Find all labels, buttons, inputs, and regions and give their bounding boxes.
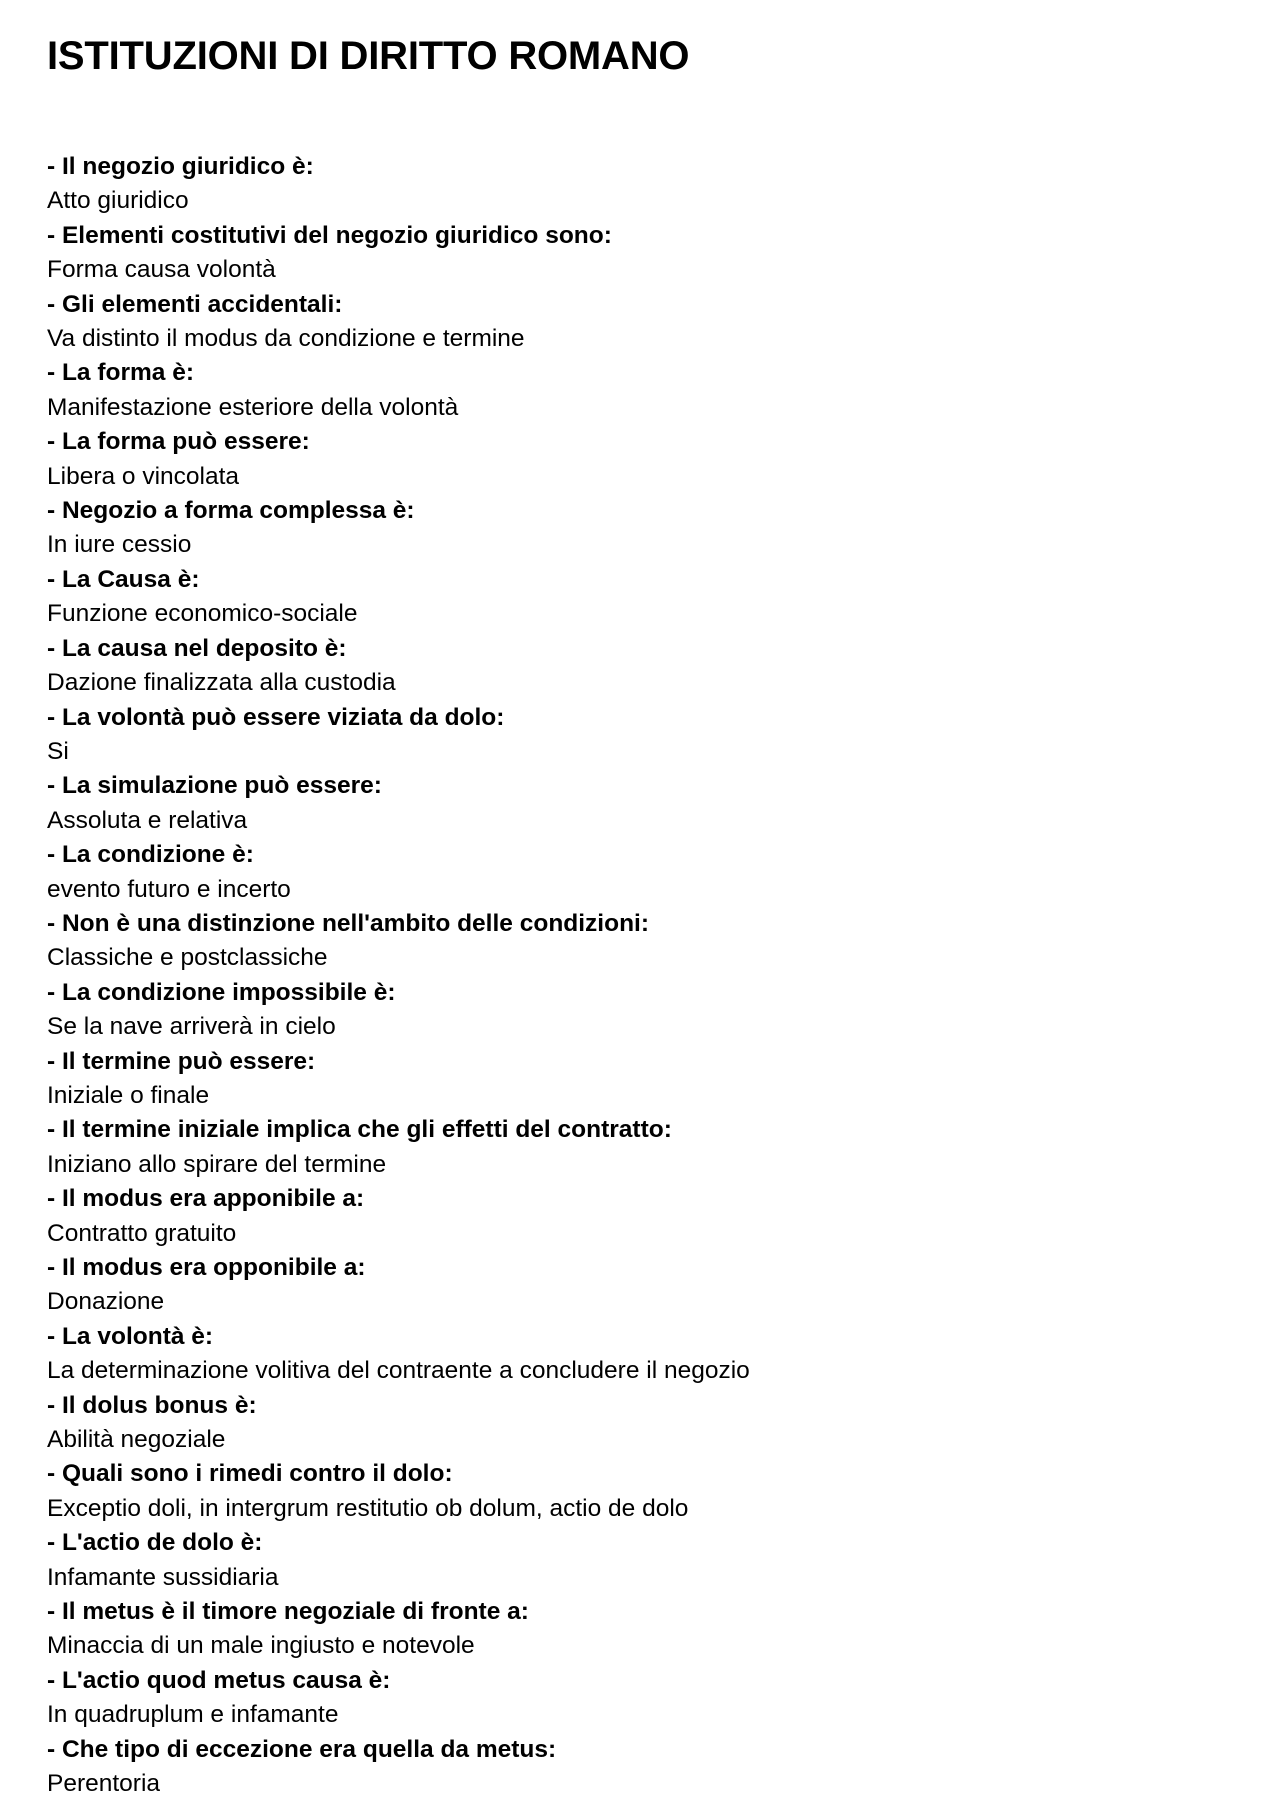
answer-19: Abilità negoziale [47, 1426, 226, 1454]
qa-list [47, 150, 1247, 1802]
answer-2: Forma causa volontà [47, 256, 276, 284]
answer-22: Minaccia di un male ingiusto e notevole [47, 1632, 475, 1660]
answer-1: Atto giuridico [47, 187, 189, 215]
question-2: - Elementi costitutivi del negozio giuridico sono: [47, 221, 612, 249]
answer-24: Perentoria [47, 1770, 161, 1798]
question-1: - Il negozio giuridico è: [47, 153, 314, 180]
question-3: - Gli elementi accidentali: [47, 290, 343, 318]
answer-13: Se la nave arriverà in cielo [47, 1013, 336, 1041]
question-8: - La causa nel deposito è: [47, 634, 347, 662]
question-18: - La volontà è: [47, 1322, 214, 1350]
answer-6: In iure cessio [47, 531, 192, 559]
answer-11: evento futuro e incerto [47, 875, 291, 903]
answer-16: Contratto gratuito [47, 1219, 237, 1247]
document-title: ISTITUZIONI DI DIRITTO ROMANO [47, 34, 690, 78]
question-24: - Che tipo di eccezione era quella da metus: [47, 1735, 557, 1763]
question-23: - L'actio quod metus causa è: [47, 1666, 391, 1694]
answer-14: Iniziale o finale [47, 1081, 210, 1109]
question-20: - Quali sono i rimedi contro il dolo: [47, 1460, 453, 1488]
question-5: - La forma può essere: [47, 428, 310, 456]
answer-7: Funzione economico-sociale [47, 600, 358, 628]
question-16: - Il modus era apponibile a: [47, 1185, 365, 1213]
answer-8: Dazione finalizzata alla custodia [47, 669, 396, 697]
question-19: - Il dolus bonus è: [47, 1391, 257, 1419]
answer-18: La determinazione volitiva del contraente a concludere il negozio [47, 1357, 750, 1385]
question-21: - L'actio de dolo è: [47, 1529, 263, 1557]
question-14: - Il termine può essere: [47, 1047, 316, 1075]
question-4: - La forma è: [47, 359, 195, 387]
answer-15: Iniziano allo spirare del termine [47, 1150, 387, 1178]
question-15: - Il termine iniziale implica che gli effetti del contratto: [47, 1116, 672, 1144]
answer-9: Si [47, 737, 69, 765]
answer-21: Infamante sussidiaria [47, 1563, 279, 1591]
question-13: - La condizione impossibile è: [47, 978, 396, 1006]
answer-10: Assoluta e relativa [47, 806, 248, 834]
question-11: - La condizione è: [47, 841, 254, 869]
question-10: - La simulazione può essere: [47, 772, 382, 800]
answer-4: Manifestazione esteriore della volontà [47, 393, 459, 421]
question-12: - Non è una distinzione nell'ambito delle condizioni: [47, 909, 650, 937]
question-17: - Il modus era opponibile a: [47, 1254, 366, 1281]
question-22: - Il metus è il timore negoziale di fronte a: [47, 1598, 529, 1626]
question-6: - Negozio a forma complessa è: [47, 497, 415, 525]
answer-12: Classiche e postclassiche [47, 944, 328, 972]
answer-5: Libera o vincolata [47, 462, 240, 490]
answer-3: Va distinto il modus da condizione e termine [47, 325, 525, 353]
answer-23: In quadruplum e infamante [47, 1701, 339, 1729]
answer-20: Exceptio doli, in intergrum restitutio ob dolum, actio de dolo [47, 1494, 689, 1522]
question-7: - La Causa è: [47, 565, 200, 593]
question-9: - La volontà può essere viziata da dolo: [47, 703, 505, 731]
answer-17: Donazione [47, 1288, 165, 1316]
document-page [47, 28, 1247, 1802]
